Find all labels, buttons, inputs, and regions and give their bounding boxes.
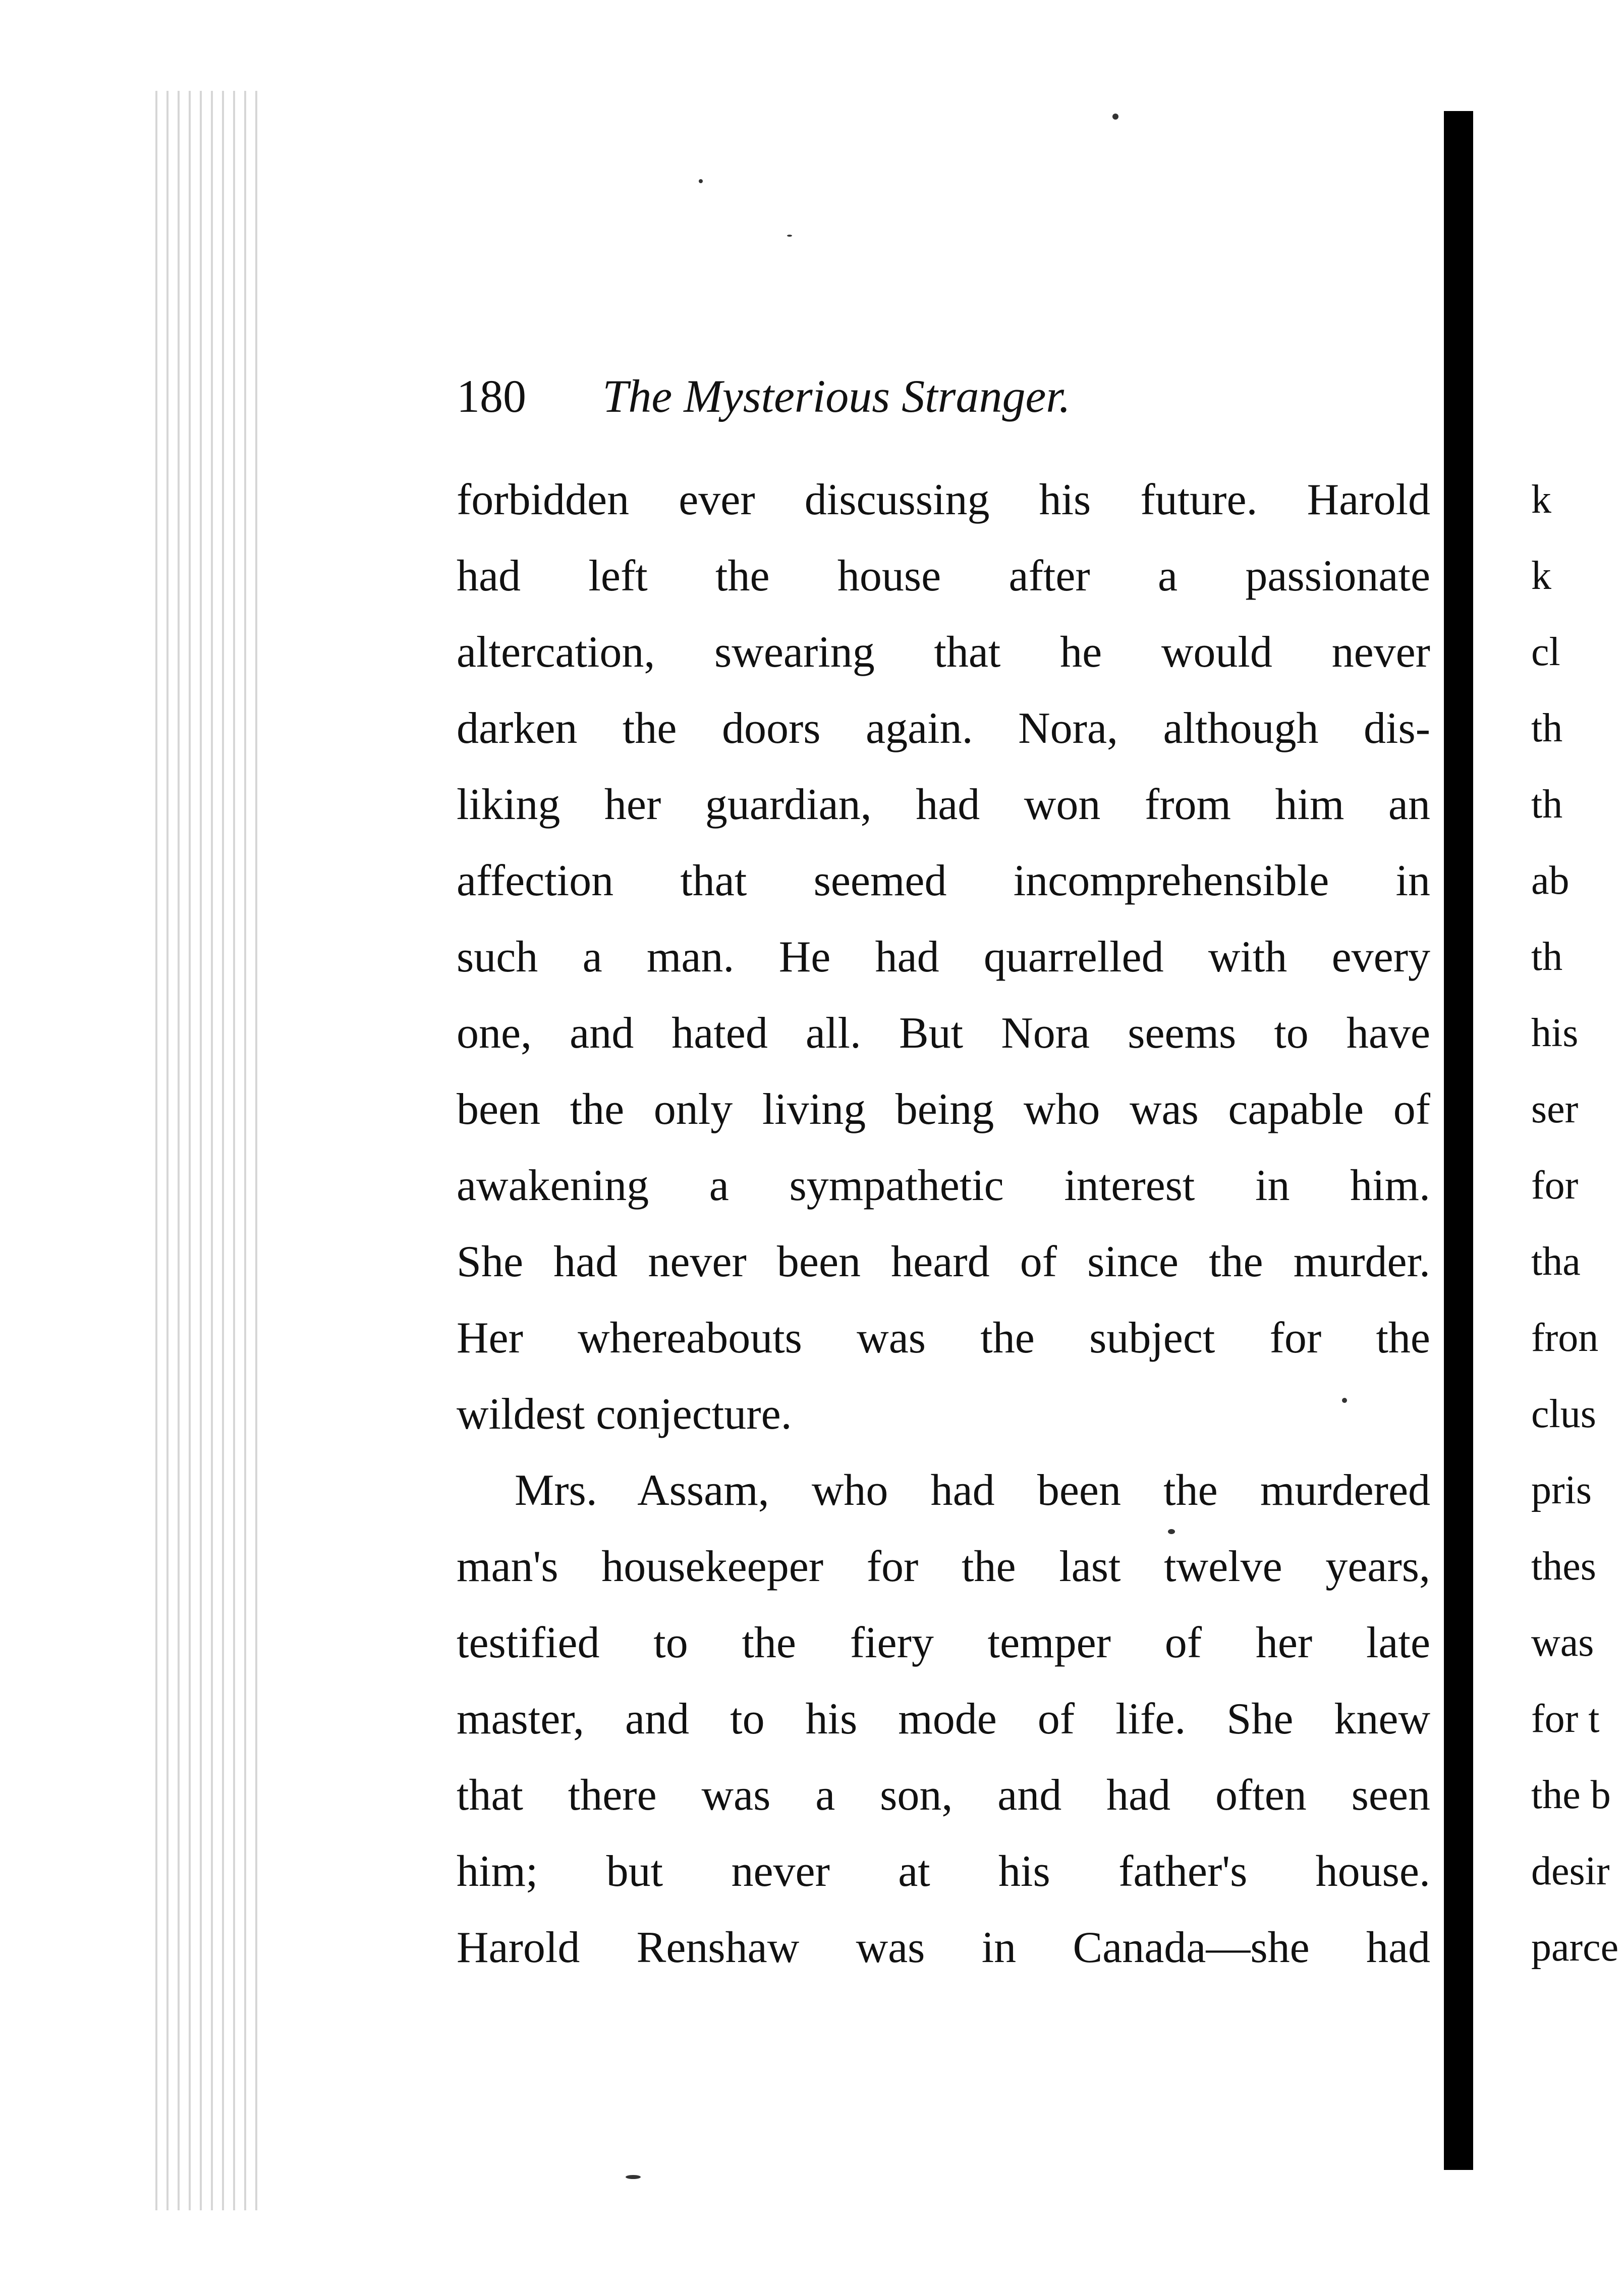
facing-page-line: k [1531, 554, 1551, 598]
paragraph-2 [457, 1452, 1430, 1986]
text-line: liking her guardian, had won from him an [457, 780, 1430, 829]
facing-page-line: k [1531, 477, 1551, 522]
running-title: The Mysterious Stranger. [602, 370, 1071, 422]
facing-page-fragment [1531, 462, 1624, 1986]
facing-page-line: for t [1531, 1697, 1600, 1741]
text-line: had left the house after a passionate [457, 552, 1430, 601]
facing-page-line: was [1531, 1620, 1594, 1665]
facing-page-line: tha [1531, 1239, 1581, 1284]
running-head [457, 363, 1466, 429]
facing-page-line: for [1531, 1163, 1579, 1208]
facing-page-line: ser [1531, 1087, 1579, 1131]
text-line: forbidden ever discussing his future. Harold [457, 475, 1430, 524]
page-number: 180 [457, 370, 526, 422]
text-line: testified to the fiery temper of her late [457, 1618, 1430, 1667]
text-line: darken the doors again. Nora, although dis- [457, 704, 1430, 753]
facing-page-line: th [1531, 935, 1563, 979]
text-line: awakening a sympathetic interest in him. [457, 1161, 1430, 1210]
paragraph-1 [457, 462, 1430, 1452]
facing-page-line: ab [1531, 858, 1570, 903]
scan-speck [1112, 114, 1118, 120]
facing-page-line: desir [1531, 1849, 1610, 1893]
facing-page-line: thes [1531, 1544, 1596, 1589]
text-line: Mrs. Assam, who had been the murdered [515, 1466, 1430, 1515]
text-line: such a man. He had quarrelled with every [457, 933, 1430, 982]
facing-page-line: the b [1531, 1773, 1611, 1817]
facing-page-line: th [1531, 782, 1563, 827]
text-line: man's housekeeper for the last twelve years, [457, 1542, 1430, 1591]
facing-page-line: parce [1531, 1925, 1619, 1970]
text-line: She had never been heard of since the murder. [457, 1237, 1430, 1286]
text-line: affection that seemed incomprehensible in [457, 856, 1430, 905]
text-line: altercation, swearing that he would never [457, 628, 1430, 677]
text-line: him; but never at his father's house. [457, 1847, 1430, 1896]
text-line: been the only living being who was capable of [457, 1085, 1430, 1134]
scanned-binding-edge [146, 91, 262, 2210]
scan-speck [1168, 1529, 1175, 1534]
text-line: that there was a son, and had often seen [457, 1771, 1430, 1820]
facing-page-line: pris [1531, 1468, 1592, 1512]
text-line: master, and to his mode of life. She knew [457, 1695, 1430, 1744]
facing-page-line: cl [1531, 630, 1560, 674]
scan-speck [626, 2175, 641, 2179]
facing-page-line: his [1531, 1011, 1579, 1055]
text-line: Her whereabouts was the subject for the [457, 1314, 1430, 1363]
text-line: one, and hated all. But Nora seems to have [457, 1009, 1430, 1058]
text-line: Harold Renshaw was in Canada—she had [457, 1923, 1430, 1972]
text-line: wildest conjecture. [457, 1390, 792, 1439]
facing-page-line: clus [1531, 1392, 1596, 1436]
facing-page-line: fron [1531, 1316, 1599, 1360]
scan-speck [787, 235, 792, 237]
body-text [457, 462, 1430, 1986]
scan-speck [1342, 1398, 1347, 1403]
facing-page-line: th [1531, 706, 1563, 750]
scan-speck [699, 179, 703, 183]
